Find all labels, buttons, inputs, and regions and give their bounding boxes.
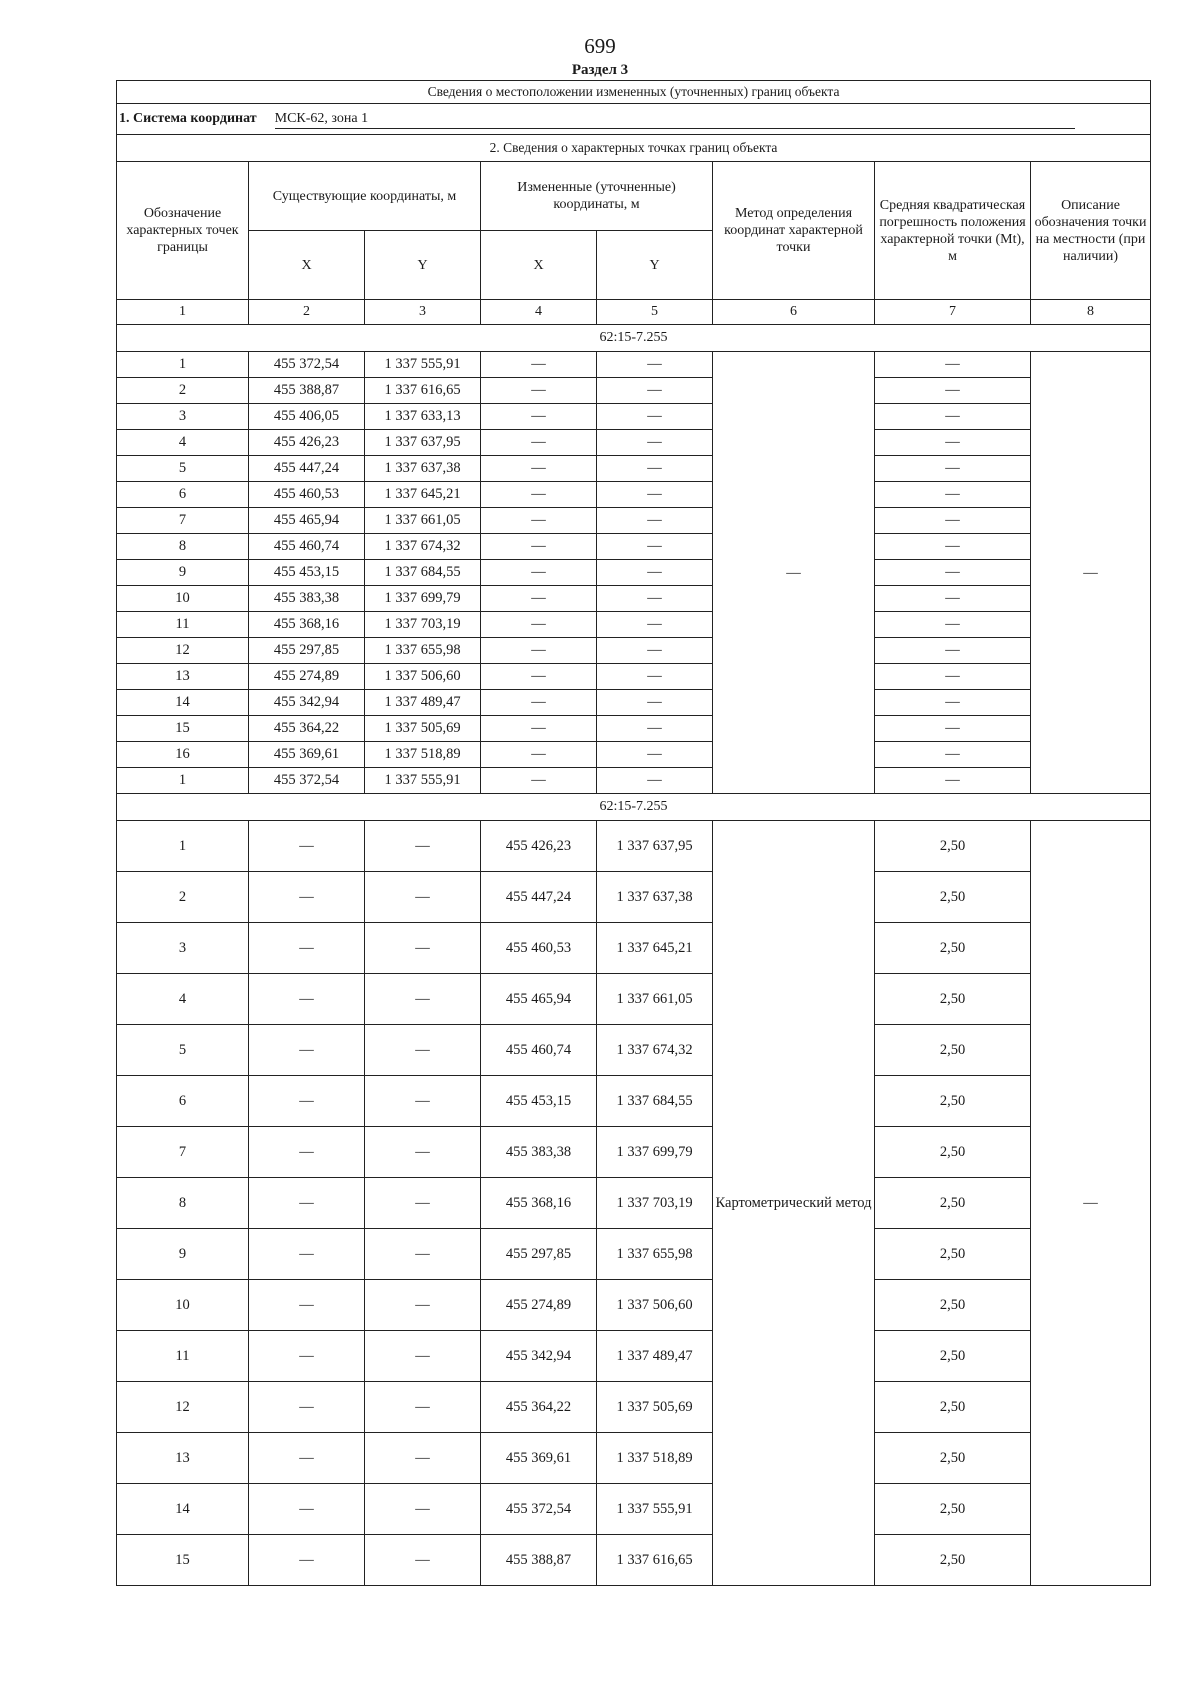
changed-x: 455 460,53 bbox=[481, 923, 597, 974]
existing-x: — bbox=[249, 1382, 365, 1433]
existing-x: 455 453,15 bbox=[249, 560, 365, 586]
changed-x: 455 368,16 bbox=[481, 1178, 597, 1229]
accuracy-mt: — bbox=[875, 482, 1031, 508]
existing-y: 1 337 555,91 bbox=[365, 768, 481, 794]
table-title: Сведения о местоположении измененных (уточненных) границ объекта bbox=[117, 81, 1151, 104]
changed-y: 1 337 489,47 bbox=[597, 1331, 713, 1382]
accuracy-mt: — bbox=[875, 560, 1031, 586]
existing-y: — bbox=[365, 923, 481, 974]
table-row bbox=[117, 821, 1151, 872]
accuracy-mt: — bbox=[875, 690, 1031, 716]
changed-y: 1 337 645,21 bbox=[597, 923, 713, 974]
existing-x: 455 447,24 bbox=[249, 456, 365, 482]
point-number: 12 bbox=[117, 638, 249, 664]
existing-x: 455 368,16 bbox=[249, 612, 365, 638]
existing-y: — bbox=[365, 1280, 481, 1331]
existing-x: — bbox=[249, 1127, 365, 1178]
accuracy-mt: — bbox=[875, 742, 1031, 768]
accuracy-mt: — bbox=[875, 638, 1031, 664]
existing-x: — bbox=[249, 872, 365, 923]
point-number: 14 bbox=[117, 1484, 249, 1535]
changed-x: 455 426,23 bbox=[481, 821, 597, 872]
point-number: 5 bbox=[117, 1025, 249, 1076]
existing-y: — bbox=[365, 1127, 481, 1178]
method-cell: Картометрический метод bbox=[713, 821, 875, 1586]
accuracy-mt: 2,50 bbox=[875, 1535, 1031, 1586]
accuracy-mt: — bbox=[875, 586, 1031, 612]
point-number: 15 bbox=[117, 716, 249, 742]
accuracy-mt: 2,50 bbox=[875, 872, 1031, 923]
header-existing-y: Y bbox=[365, 231, 481, 300]
changed-y: 1 337 703,19 bbox=[597, 1178, 713, 1229]
changed-y: — bbox=[597, 742, 713, 768]
changed-x: — bbox=[481, 638, 597, 664]
existing-x: 455 465,94 bbox=[249, 508, 365, 534]
existing-y: 1 337 655,98 bbox=[365, 638, 481, 664]
changed-y: 1 337 616,65 bbox=[597, 1535, 713, 1586]
header-changed-x: X bbox=[481, 231, 597, 300]
changed-x: — bbox=[481, 482, 597, 508]
point-number: 7 bbox=[117, 508, 249, 534]
column-number: 5 bbox=[597, 300, 713, 325]
changed-y: — bbox=[597, 690, 713, 716]
header-accuracy: Средняя квадратическая погрешность положения характерной точки (Mt), м bbox=[875, 162, 1031, 300]
existing-y: 1 337 505,69 bbox=[365, 716, 481, 742]
accuracy-mt: 2,50 bbox=[875, 1331, 1031, 1382]
existing-y: — bbox=[365, 821, 481, 872]
changed-x: 455 465,94 bbox=[481, 974, 597, 1025]
existing-y: 1 337 703,19 bbox=[365, 612, 481, 638]
accuracy-mt: 2,50 bbox=[875, 1127, 1031, 1178]
accuracy-mt: — bbox=[875, 612, 1031, 638]
changed-x: — bbox=[481, 560, 597, 586]
point-number: 2 bbox=[117, 378, 249, 404]
header-changed-y: Y bbox=[597, 231, 713, 300]
existing-y: — bbox=[365, 1484, 481, 1535]
accuracy-mt: 2,50 bbox=[875, 821, 1031, 872]
changed-y: — bbox=[597, 768, 713, 794]
changed-y: 1 337 674,32 bbox=[597, 1025, 713, 1076]
changed-x: — bbox=[481, 534, 597, 560]
table-row bbox=[117, 872, 1151, 923]
coordinate-system-row bbox=[117, 104, 1151, 135]
changed-x: 455 383,38 bbox=[481, 1127, 597, 1178]
point-number: 7 bbox=[117, 1127, 249, 1178]
table-row bbox=[117, 508, 1151, 534]
table-row bbox=[117, 456, 1151, 482]
existing-x: — bbox=[249, 1433, 365, 1484]
changed-x: — bbox=[481, 508, 597, 534]
header-designation: Обозначение характерных точек границы bbox=[117, 162, 249, 300]
accuracy-mt: 2,50 bbox=[875, 974, 1031, 1025]
existing-x: 455 297,85 bbox=[249, 638, 365, 664]
existing-x: 455 372,54 bbox=[249, 768, 365, 794]
table-row bbox=[117, 1076, 1151, 1127]
point-number: 10 bbox=[117, 1280, 249, 1331]
changed-y: 1 337 684,55 bbox=[597, 1076, 713, 1127]
point-number: 11 bbox=[117, 1331, 249, 1382]
page-number: 699 bbox=[584, 34, 616, 58]
existing-x: 455 372,54 bbox=[249, 352, 365, 378]
existing-y: 1 337 518,89 bbox=[365, 742, 481, 768]
changed-y: — bbox=[597, 612, 713, 638]
changed-x: — bbox=[481, 404, 597, 430]
column-number: 1 bbox=[117, 300, 249, 325]
boundary-points-table bbox=[116, 80, 1151, 1586]
table-row bbox=[117, 534, 1151, 560]
accuracy-mt: 2,50 bbox=[875, 1025, 1031, 1076]
changed-x: — bbox=[481, 378, 597, 404]
existing-y: 1 337 633,13 bbox=[365, 404, 481, 430]
column-number: 3 bbox=[365, 300, 481, 325]
table-row bbox=[117, 1229, 1151, 1280]
table-row bbox=[117, 430, 1151, 456]
table-row bbox=[117, 923, 1151, 974]
point-number: 5 bbox=[117, 456, 249, 482]
table-row bbox=[117, 690, 1151, 716]
point-number: 1 bbox=[117, 352, 249, 378]
accuracy-mt: — bbox=[875, 456, 1031, 482]
point-number: 6 bbox=[117, 482, 249, 508]
changed-x: 455 369,61 bbox=[481, 1433, 597, 1484]
point-number: 9 bbox=[117, 560, 249, 586]
table-row bbox=[117, 768, 1151, 794]
header-description: Описание обозначения точки на местности (при наличии) bbox=[1031, 162, 1151, 300]
coordinate-system-label: 1. Система координат bbox=[119, 110, 257, 126]
changed-x: 455 297,85 bbox=[481, 1229, 597, 1280]
accuracy-mt: 2,50 bbox=[875, 1382, 1031, 1433]
changed-y: — bbox=[597, 352, 713, 378]
existing-y: 1 337 645,21 bbox=[365, 482, 481, 508]
column-number: 8 bbox=[1031, 300, 1151, 325]
existing-y: — bbox=[365, 1229, 481, 1280]
changed-y: — bbox=[597, 508, 713, 534]
table-row bbox=[117, 664, 1151, 690]
existing-x: 455 460,53 bbox=[249, 482, 365, 508]
existing-y: — bbox=[365, 872, 481, 923]
accuracy-mt: — bbox=[875, 430, 1031, 456]
column-number: 4 bbox=[481, 300, 597, 325]
existing-x: — bbox=[249, 1178, 365, 1229]
table-row bbox=[117, 352, 1151, 378]
changed-x: 455 388,87 bbox=[481, 1535, 597, 1586]
accuracy-mt: 2,50 bbox=[875, 1076, 1031, 1127]
existing-x: — bbox=[249, 1025, 365, 1076]
changed-x: — bbox=[481, 586, 597, 612]
point-number: 6 bbox=[117, 1076, 249, 1127]
changed-y: 1 337 555,91 bbox=[597, 1484, 713, 1535]
method-cell: — bbox=[713, 352, 875, 794]
table-row bbox=[117, 1280, 1151, 1331]
changed-x: 455 364,22 bbox=[481, 1382, 597, 1433]
point-number: 8 bbox=[117, 534, 249, 560]
existing-x: — bbox=[249, 923, 365, 974]
changed-x: — bbox=[481, 768, 597, 794]
changed-y: — bbox=[597, 456, 713, 482]
existing-y: 1 337 674,32 bbox=[365, 534, 481, 560]
changed-y: — bbox=[597, 716, 713, 742]
table-row bbox=[117, 1535, 1151, 1586]
changed-x: 455 453,15 bbox=[481, 1076, 597, 1127]
point-number: 16 bbox=[117, 742, 249, 768]
changed-y: — bbox=[597, 560, 713, 586]
existing-y: — bbox=[365, 974, 481, 1025]
accuracy-mt: — bbox=[875, 716, 1031, 742]
table-row bbox=[117, 586, 1151, 612]
existing-y: 1 337 616,65 bbox=[365, 378, 481, 404]
column-number: 6 bbox=[713, 300, 875, 325]
table-row bbox=[117, 1484, 1151, 1535]
existing-x: 455 388,87 bbox=[249, 378, 365, 404]
header-existing-x: X bbox=[249, 231, 365, 300]
header-changed: Измененные (уточненные) координаты, м bbox=[481, 162, 713, 231]
point-number: 11 bbox=[117, 612, 249, 638]
existing-y: — bbox=[365, 1331, 481, 1382]
point-number: 1 bbox=[117, 768, 249, 794]
table-row bbox=[117, 404, 1151, 430]
changed-y: — bbox=[597, 378, 713, 404]
changed-x: 455 447,24 bbox=[481, 872, 597, 923]
existing-y: 1 337 489,47 bbox=[365, 690, 481, 716]
points-subtitle: 2. Сведения о характерных точках границ объекта bbox=[117, 135, 1151, 162]
changed-y: 1 337 505,69 bbox=[597, 1382, 713, 1433]
accuracy-mt: 2,50 bbox=[875, 1178, 1031, 1229]
point-number: 3 bbox=[117, 404, 249, 430]
point-number: 4 bbox=[117, 430, 249, 456]
column-number: 2 bbox=[249, 300, 365, 325]
accuracy-mt: 2,50 bbox=[875, 1484, 1031, 1535]
cadastral-number: 62:15-7.255 bbox=[117, 794, 1151, 821]
changed-x: — bbox=[481, 456, 597, 482]
table-row bbox=[117, 1433, 1151, 1484]
changed-y: — bbox=[597, 534, 713, 560]
existing-x: 455 342,94 bbox=[249, 690, 365, 716]
accuracy-mt: 2,50 bbox=[875, 923, 1031, 974]
changed-y: — bbox=[597, 638, 713, 664]
existing-y: — bbox=[365, 1178, 481, 1229]
changed-y: — bbox=[597, 404, 713, 430]
section-title: Раздел 3 bbox=[571, 62, 629, 78]
point-number: 14 bbox=[117, 690, 249, 716]
changed-y: — bbox=[597, 430, 713, 456]
existing-x: — bbox=[249, 1229, 365, 1280]
changed-y: 1 337 637,95 bbox=[597, 821, 713, 872]
point-number: 2 bbox=[117, 872, 249, 923]
accuracy-mt: — bbox=[875, 664, 1031, 690]
changed-x: — bbox=[481, 690, 597, 716]
table-row bbox=[117, 1382, 1151, 1433]
table-row bbox=[117, 716, 1151, 742]
table-row bbox=[117, 560, 1151, 586]
changed-x: 455 460,74 bbox=[481, 1025, 597, 1076]
coordinate-system-value: МСК-62, зона 1 bbox=[275, 110, 1075, 129]
existing-x: 455 274,89 bbox=[249, 664, 365, 690]
column-number: 7 bbox=[875, 300, 1031, 325]
existing-x: — bbox=[249, 1331, 365, 1382]
point-number: 13 bbox=[117, 664, 249, 690]
existing-x: — bbox=[249, 1535, 365, 1586]
changed-x: — bbox=[481, 664, 597, 690]
table-row bbox=[117, 638, 1151, 664]
changed-y: 1 337 661,05 bbox=[597, 974, 713, 1025]
table-row bbox=[117, 742, 1151, 768]
existing-y: 1 337 637,95 bbox=[365, 430, 481, 456]
existing-y: — bbox=[365, 1382, 481, 1433]
table-row bbox=[117, 482, 1151, 508]
header-method: Метод определения координат характерной точки bbox=[713, 162, 875, 300]
existing-x: 455 383,38 bbox=[249, 586, 365, 612]
description-cell: — bbox=[1031, 821, 1151, 1586]
changed-y: — bbox=[597, 482, 713, 508]
accuracy-mt: 2,50 bbox=[875, 1229, 1031, 1280]
existing-y: — bbox=[365, 1433, 481, 1484]
table-row bbox=[117, 1178, 1151, 1229]
point-number: 1 bbox=[117, 821, 249, 872]
table-row bbox=[117, 974, 1151, 1025]
existing-x: 455 460,74 bbox=[249, 534, 365, 560]
existing-x: 455 406,05 bbox=[249, 404, 365, 430]
table-row bbox=[117, 1127, 1151, 1178]
existing-x: 455 426,23 bbox=[249, 430, 365, 456]
point-number: 12 bbox=[117, 1382, 249, 1433]
changed-x: — bbox=[481, 742, 597, 768]
changed-x: 455 342,94 bbox=[481, 1331, 597, 1382]
table-row bbox=[117, 612, 1151, 638]
existing-x: — bbox=[249, 1076, 365, 1127]
existing-y: — bbox=[365, 1535, 481, 1586]
changed-x: — bbox=[481, 716, 597, 742]
accuracy-mt: — bbox=[875, 508, 1031, 534]
existing-y: 1 337 506,60 bbox=[365, 664, 481, 690]
accuracy-mt: — bbox=[875, 768, 1031, 794]
existing-x: 455 364,22 bbox=[249, 716, 365, 742]
existing-y: — bbox=[365, 1076, 481, 1127]
cadastral-number: 62:15-7.255 bbox=[117, 325, 1151, 352]
accuracy-mt: 2,50 bbox=[875, 1280, 1031, 1331]
changed-x: — bbox=[481, 612, 597, 638]
existing-x: — bbox=[249, 821, 365, 872]
changed-y: 1 337 518,89 bbox=[597, 1433, 713, 1484]
existing-x: — bbox=[249, 974, 365, 1025]
existing-y: 1 337 637,38 bbox=[365, 456, 481, 482]
point-number: 13 bbox=[117, 1433, 249, 1484]
existing-y: 1 337 661,05 bbox=[365, 508, 481, 534]
header-existing: Существующие координаты, м bbox=[249, 162, 481, 231]
description-cell: — bbox=[1031, 352, 1151, 794]
changed-y: 1 337 506,60 bbox=[597, 1280, 713, 1331]
existing-y: 1 337 699,79 bbox=[365, 586, 481, 612]
existing-y: 1 337 555,91 bbox=[365, 352, 481, 378]
existing-y: — bbox=[365, 1025, 481, 1076]
table-row bbox=[117, 1025, 1151, 1076]
changed-y: 1 337 699,79 bbox=[597, 1127, 713, 1178]
accuracy-mt: 2,50 bbox=[875, 1433, 1031, 1484]
point-number: 10 bbox=[117, 586, 249, 612]
accuracy-mt: — bbox=[875, 352, 1031, 378]
point-number: 15 bbox=[117, 1535, 249, 1586]
changed-y: 1 337 637,38 bbox=[597, 872, 713, 923]
changed-y: — bbox=[597, 586, 713, 612]
changed-x: — bbox=[481, 352, 597, 378]
changed-y: 1 337 655,98 bbox=[597, 1229, 713, 1280]
changed-x: 455 274,89 bbox=[481, 1280, 597, 1331]
existing-x: — bbox=[249, 1484, 365, 1535]
table-row bbox=[117, 378, 1151, 404]
changed-x: — bbox=[481, 430, 597, 456]
accuracy-mt: — bbox=[875, 404, 1031, 430]
accuracy-mt: — bbox=[875, 378, 1031, 404]
point-number: 9 bbox=[117, 1229, 249, 1280]
table-row bbox=[117, 1331, 1151, 1382]
point-number: 8 bbox=[117, 1178, 249, 1229]
point-number: 3 bbox=[117, 923, 249, 974]
point-number: 4 bbox=[117, 974, 249, 1025]
changed-x: 455 372,54 bbox=[481, 1484, 597, 1535]
existing-x: 455 369,61 bbox=[249, 742, 365, 768]
existing-y: 1 337 684,55 bbox=[365, 560, 481, 586]
changed-y: — bbox=[597, 664, 713, 690]
accuracy-mt: — bbox=[875, 534, 1031, 560]
existing-x: — bbox=[249, 1280, 365, 1331]
